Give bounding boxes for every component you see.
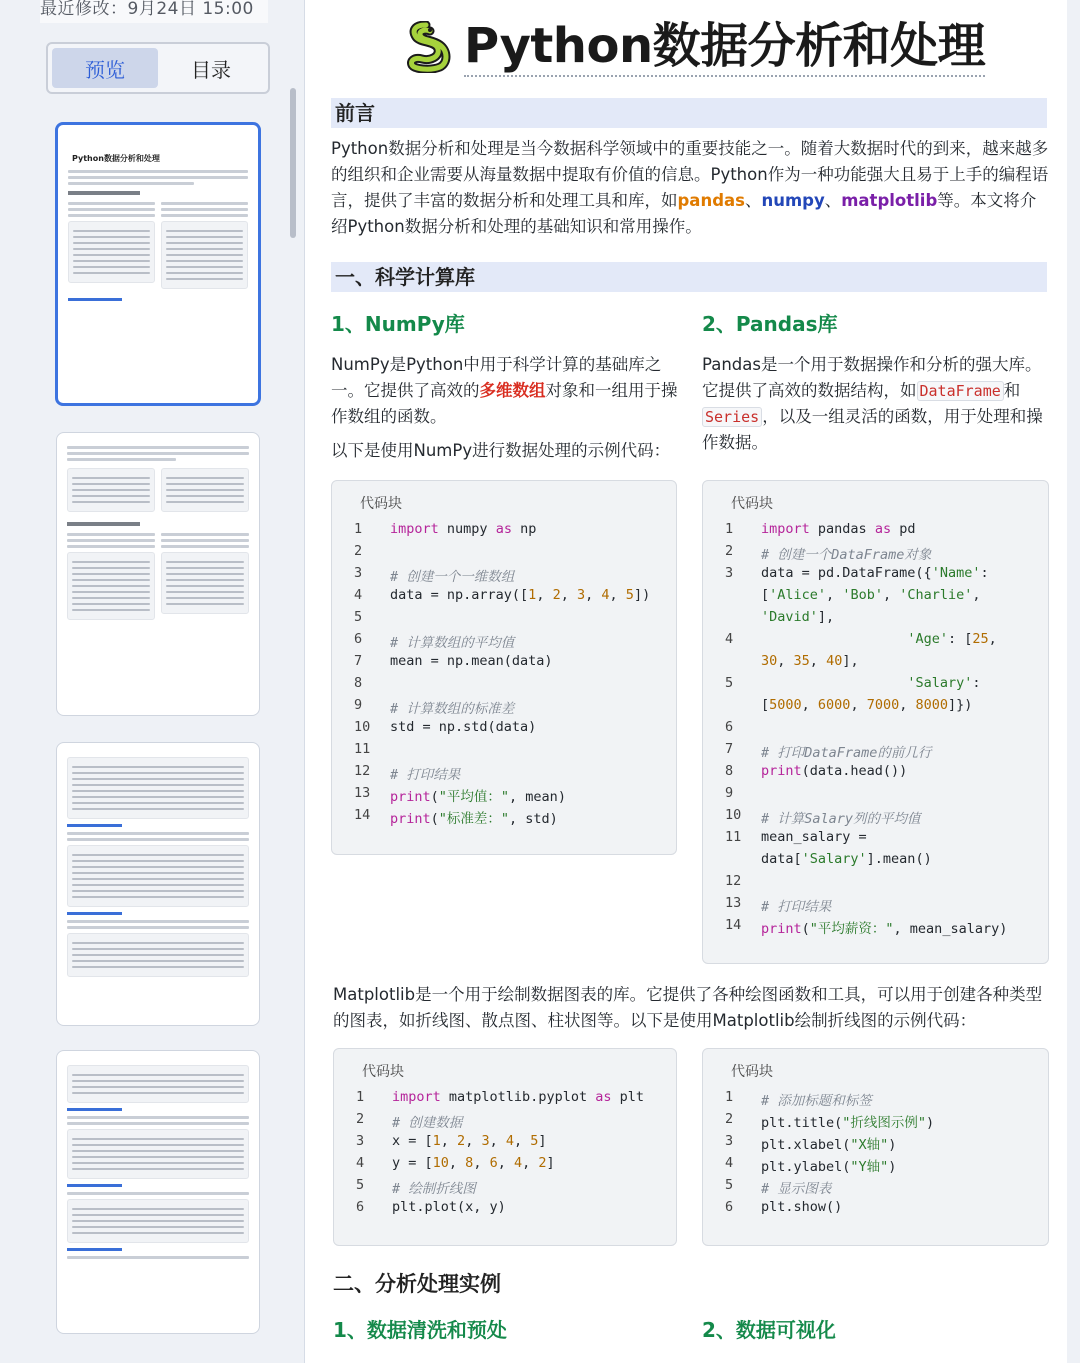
code-lines xyxy=(703,521,1048,939)
code-line xyxy=(703,587,1048,609)
code-line xyxy=(703,763,1048,785)
dataframe-inline-code: DataFrame xyxy=(917,381,1004,401)
line-number: 2 xyxy=(354,543,363,559)
line-number: 6 xyxy=(725,1199,734,1215)
pandas-heading: 2、Pandas库 xyxy=(702,312,838,336)
view-toggle xyxy=(46,42,270,94)
code-block-label: 代码块 xyxy=(360,496,402,512)
preface-paragraph: Python数据分析和处理是当今数据科学领域中的重要技能之一。随着大数据时代的到来，越来越多的组织和企业需要从海量数据中提取有价值的信息。Python作为一种功能强大且易于上手的编程语言，提供了丰富的数据分析和处理工具和库，如pandas、numpy、matplotlib等。本文将介绍Python数据分析和处理的基础知识和常用操作。 xyxy=(331,139,1049,236)
code-line xyxy=(703,543,1048,565)
code-text: # 计算Salary列的平均值 xyxy=(761,811,921,827)
line-number: 8 xyxy=(354,675,363,691)
code-text: plt.xlabel("X轴") xyxy=(761,1137,897,1153)
series-inline-code: Series xyxy=(702,407,762,427)
code-text: print("标准差：", std) xyxy=(390,811,558,827)
line-number: 1 xyxy=(354,521,363,537)
line-number: 6 xyxy=(354,631,363,647)
code-line xyxy=(334,1111,676,1133)
code-line xyxy=(703,807,1048,829)
code-line xyxy=(703,873,1048,895)
line-number: 11 xyxy=(354,741,371,757)
code-text: plt.title("折线图示例") xyxy=(761,1115,935,1131)
thumbnail-title: Python数据分析和处理 xyxy=(72,154,160,163)
line-number: 5 xyxy=(725,1177,734,1193)
line-number: 3 xyxy=(725,1133,734,1149)
code-line xyxy=(332,565,676,587)
document-page xyxy=(305,0,1067,1363)
numpy-heading: 1、NumPy库 xyxy=(331,312,465,336)
matplotlib-highlight: matplotlib xyxy=(841,191,938,210)
line-number: 9 xyxy=(354,697,363,713)
code-line xyxy=(332,587,676,609)
code-text: # 显示图表 xyxy=(761,1181,832,1197)
line-number: 12 xyxy=(354,763,371,779)
code-text: data = pd.DataFrame({'Name': xyxy=(761,565,989,581)
matplotlib-code-block-2[interactable] xyxy=(702,1048,1049,1246)
line-number: 10 xyxy=(354,719,371,735)
document-title-row xyxy=(400,12,985,82)
data-visualization-heading: 2、数据可视化 xyxy=(702,1318,836,1342)
code-text: 30, 35, 40], xyxy=(761,653,859,669)
line-number: 6 xyxy=(356,1199,365,1215)
line-number: 2 xyxy=(356,1111,365,1127)
line-number: 2 xyxy=(725,1111,734,1127)
code-line xyxy=(703,851,1048,873)
line-number: 3 xyxy=(354,565,363,581)
ndarray-highlight: 多维数组 xyxy=(479,381,546,400)
code-line xyxy=(703,631,1048,653)
line-number: 13 xyxy=(354,785,371,801)
line-number: 4 xyxy=(356,1155,365,1171)
code-text: data = np.array([1, 2, 3, 4, 5]) xyxy=(390,587,651,603)
line-number: 5 xyxy=(356,1177,365,1193)
line-number: 3 xyxy=(725,565,734,581)
code-text: print("平均薪资：", mean_salary) xyxy=(761,921,1008,937)
code-text: # 创建一个DataFrame对象 xyxy=(761,547,932,563)
code-line xyxy=(334,1199,676,1221)
code-text: mean_salary = xyxy=(761,829,867,845)
preface-heading: 前言 xyxy=(331,98,1047,128)
code-block-label: 代码块 xyxy=(362,1064,404,1080)
numpy-example-intro: 以下是使用NumPy进行数据处理的示例代码： xyxy=(331,441,671,460)
code-line xyxy=(703,1133,1048,1155)
code-text: # 打印结果 xyxy=(761,899,832,915)
line-number: 3 xyxy=(356,1133,365,1149)
numpy-paragraph: NumPy是Python中用于科学计算的基础库之一。它提供了高效的多维数组对象和一组用于操作数组的函数。 xyxy=(331,355,678,426)
sidebar-scrollbar[interactable] xyxy=(290,88,296,238)
line-number: 5 xyxy=(725,675,734,691)
code-text: # 创建一个一维数组 xyxy=(390,569,515,585)
document-title: Python数据分析和处理 xyxy=(464,17,985,77)
code-line xyxy=(703,1155,1048,1177)
code-line xyxy=(332,543,676,565)
code-line xyxy=(332,521,676,543)
last-modified-text: 最近修改：9月24日 15:00 xyxy=(40,0,268,23)
toc-tab[interactable]: 目录 xyxy=(191,57,231,82)
line-number: 4 xyxy=(725,1155,734,1171)
right-edge-bar xyxy=(1067,0,1080,1363)
code-line xyxy=(332,631,676,653)
pandas-paragraph: Pandas是一个用于数据操作和分析的强大库。它提供了高效的数据结构，如 DataFrame 和Series ，以及一组灵活的函数，用于处理和操作数据。 xyxy=(702,355,1043,452)
code-line xyxy=(703,1111,1048,1133)
python-snake-icon xyxy=(400,21,452,73)
matplotlib-paragraph: Matplotlib是一个用于绘制数据图表的库。它提供了各种绘图函数和工具，可以用于创建各种类型的图表，如折线图、散点图、柱状图等。以下是使用Matplotlib绘制折线图的示例代码： xyxy=(333,985,1043,1030)
page-thumbnail-1[interactable] xyxy=(55,122,261,406)
code-text: plt.plot(x, y) xyxy=(392,1199,506,1215)
numpy-highlight: numpy xyxy=(761,191,825,210)
line-number: 1 xyxy=(725,521,734,537)
code-text: # 创建数据 xyxy=(392,1115,463,1131)
code-line xyxy=(332,653,676,675)
code-block-label: 代码块 xyxy=(731,496,773,512)
section1-heading: 一、科学计算库 xyxy=(331,262,1047,292)
line-number: 10 xyxy=(725,807,742,823)
code-text: 'Age': [25, xyxy=(907,631,997,647)
code-line xyxy=(332,763,676,785)
code-line xyxy=(703,741,1048,763)
line-number: 6 xyxy=(725,719,734,735)
code-text: print("平均值：", mean) xyxy=(390,789,566,805)
code-line xyxy=(703,719,1048,741)
code-line xyxy=(332,741,676,763)
code-text: # 绘制折线图 xyxy=(392,1181,476,1197)
line-number: 4 xyxy=(725,631,734,647)
code-text: # 打印结果 xyxy=(390,767,461,783)
line-number: 7 xyxy=(354,653,363,669)
code-text: # 添加标题和标签 xyxy=(761,1093,872,1109)
numpy-code-block[interactable] xyxy=(331,480,677,855)
code-line xyxy=(332,675,676,697)
line-number: 1 xyxy=(356,1089,365,1105)
line-number: 12 xyxy=(725,873,742,889)
code-line xyxy=(703,675,1048,697)
code-line xyxy=(703,829,1048,851)
code-text: 'Salary': xyxy=(907,675,981,691)
code-line xyxy=(334,1177,676,1199)
code-text: plt.ylabel("Y轴") xyxy=(761,1159,897,1175)
code-line xyxy=(703,609,1048,631)
code-line xyxy=(332,807,676,829)
code-text: import matplotlib.pyplot as plt xyxy=(392,1089,644,1105)
line-number: 5 xyxy=(354,609,363,625)
code-lines xyxy=(334,1089,676,1221)
preview-tab[interactable]: 预览 xyxy=(52,48,158,88)
code-block-label: 代码块 xyxy=(731,1064,773,1080)
code-text: y = [10, 8, 6, 4, 2] xyxy=(392,1155,555,1171)
code-line xyxy=(703,521,1048,543)
code-text: 'David'], xyxy=(761,609,835,625)
code-line xyxy=(703,785,1048,807)
code-line xyxy=(703,917,1048,939)
code-text: plt.show() xyxy=(761,1199,843,1215)
code-line xyxy=(703,1177,1048,1199)
code-lines xyxy=(332,521,676,829)
page-thumbnail-4[interactable] xyxy=(56,1050,260,1334)
code-line xyxy=(703,697,1048,719)
code-line xyxy=(334,1089,676,1111)
line-number: 4 xyxy=(354,587,363,603)
code-line xyxy=(703,1089,1048,1111)
matplotlib-code-block-1[interactable] xyxy=(333,1048,677,1246)
code-text: import pandas as pd xyxy=(761,521,916,537)
code-text: print(data.head()) xyxy=(761,763,908,779)
code-lines xyxy=(703,1089,1048,1221)
code-line xyxy=(332,719,676,741)
code-line xyxy=(332,697,676,719)
code-text: # 打印DataFrame的前几行 xyxy=(761,745,932,761)
code-text: mean = np.mean(data) xyxy=(390,653,553,669)
line-number: 1 xyxy=(725,1089,734,1105)
code-text: [5000, 6000, 7000, 8000]}) xyxy=(761,697,973,713)
code-text: ['Alice', 'Bob', 'Charlie', xyxy=(761,587,981,603)
line-number: 8 xyxy=(725,763,734,779)
line-number: 9 xyxy=(725,785,734,801)
code-line xyxy=(334,1133,676,1155)
pandas-highlight: pandas xyxy=(677,191,745,210)
line-number: 14 xyxy=(354,807,371,823)
code-line xyxy=(332,609,676,631)
code-line xyxy=(703,1199,1048,1221)
pandas-code-block[interactable] xyxy=(702,480,1049,964)
code-text: # 计算数组的平均值 xyxy=(390,635,515,651)
line-number: 14 xyxy=(725,917,742,933)
code-text: data['Salary'].mean() xyxy=(761,851,932,867)
code-text: x = [1, 2, 3, 4, 5] xyxy=(392,1133,547,1149)
code-line xyxy=(334,1155,676,1177)
line-number: 11 xyxy=(725,829,742,845)
line-number: 2 xyxy=(725,543,734,559)
code-line xyxy=(703,895,1048,917)
code-line xyxy=(332,785,676,807)
code-line xyxy=(703,565,1048,587)
code-text: std = np.std(data) xyxy=(390,719,537,735)
page-thumbnail-3[interactable] xyxy=(56,742,260,1026)
code-text: # 计算数组的标准差 xyxy=(390,701,515,717)
section2-heading: 二、分析处理实例 xyxy=(333,1272,501,1296)
page-thumbnail-2[interactable] xyxy=(56,432,260,716)
line-number: 7 xyxy=(725,741,734,757)
line-number: 13 xyxy=(725,895,742,911)
code-text: import numpy as np xyxy=(390,521,537,537)
data-cleaning-heading: 1、数据清洗和预处 xyxy=(333,1318,507,1342)
code-line xyxy=(703,653,1048,675)
thumbnail-sidebar xyxy=(0,0,305,1363)
